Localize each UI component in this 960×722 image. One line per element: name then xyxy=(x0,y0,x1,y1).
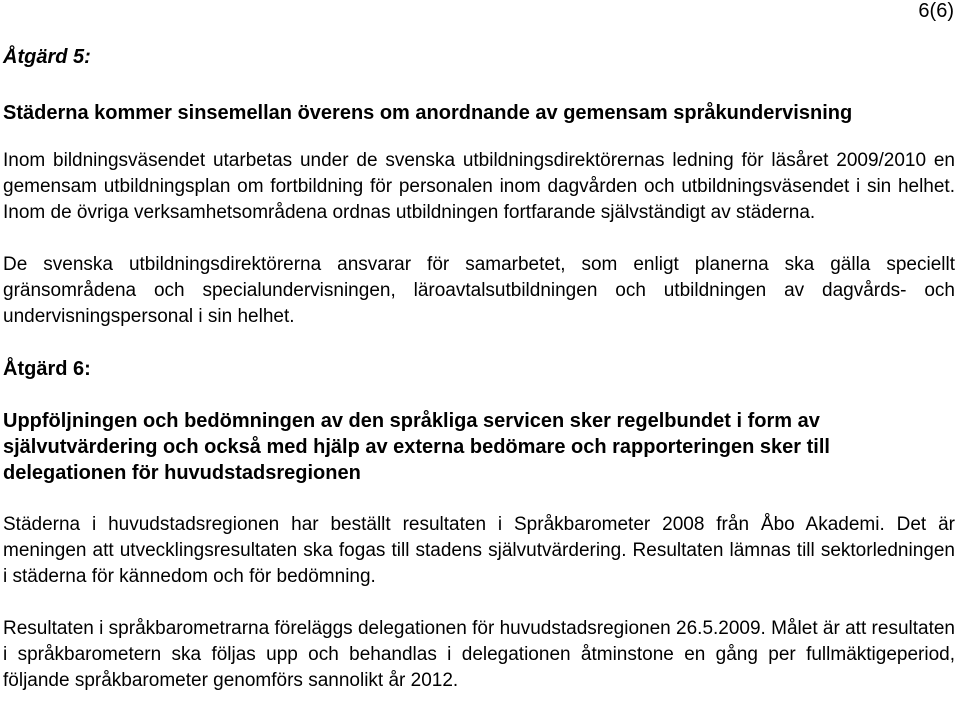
document-body xyxy=(3,44,955,694)
section-6-heading: Åtgärd 6: xyxy=(3,358,91,380)
section-5-heading: Åtgärd 5: xyxy=(3,46,91,68)
section-5-paragraph-2: De svenska utbildningsdirektörerna ansvarar för samarbetet, som enligt planerna ska gälla speciellt gränsområdena och specialundervisningen, läroavtalsutbildningen och utbildningen av dagvårds- och undervisningspersonal i sin helhet. xyxy=(3,254,955,327)
section-5-paragraph-1: Inom bildningsväsendet utarbetas under de svenska utbildningsdirektörernas ledning för läsåret 2009/2010 en gemensam utbildningsplan om fortbildning för personalen inom dagvården och utbildningsväsendet i sin helhet. Inom de övriga verksamhetsområdena ordnas utbildningen fortfarande självständigt av städerna. xyxy=(3,150,955,223)
section-6-title: Uppföljningen och bedömningen av den språkliga servicen sker regelbundet i form av självutvärdering och också med hjälp av externa bedömare och rapporteringen sker till delegationen för huvudstadsregionen xyxy=(3,410,830,484)
section-6-paragraph-1: Städerna i huvudstadsregionen har beställt resultaten i Språkbarometer 2008 från Åbo Akademi. Det är meningen att utvecklingsresultaten ska fogas till stadens självutvärdering. Resultaten lämnas till sektorledningen i städerna för kännedom och för bedömning. xyxy=(3,514,955,587)
section-6-paragraph-2: Resultaten i språkbarometrarna föreläggs delegationen för huvudstadsregionen 26.5.2009. Målet är att resultaten i språkbarometern ska följas upp och behandlas i delegationen åtminstone en gång per fullmäktigeperiod, följande språkbarometer genomförs sannolikt år 2012. xyxy=(3,618,955,691)
page-number: 6(6) xyxy=(918,0,954,22)
section-5-title: Städerna kommer sinsemellan överens om anordnande av gemensam språkundervisning xyxy=(3,102,853,124)
